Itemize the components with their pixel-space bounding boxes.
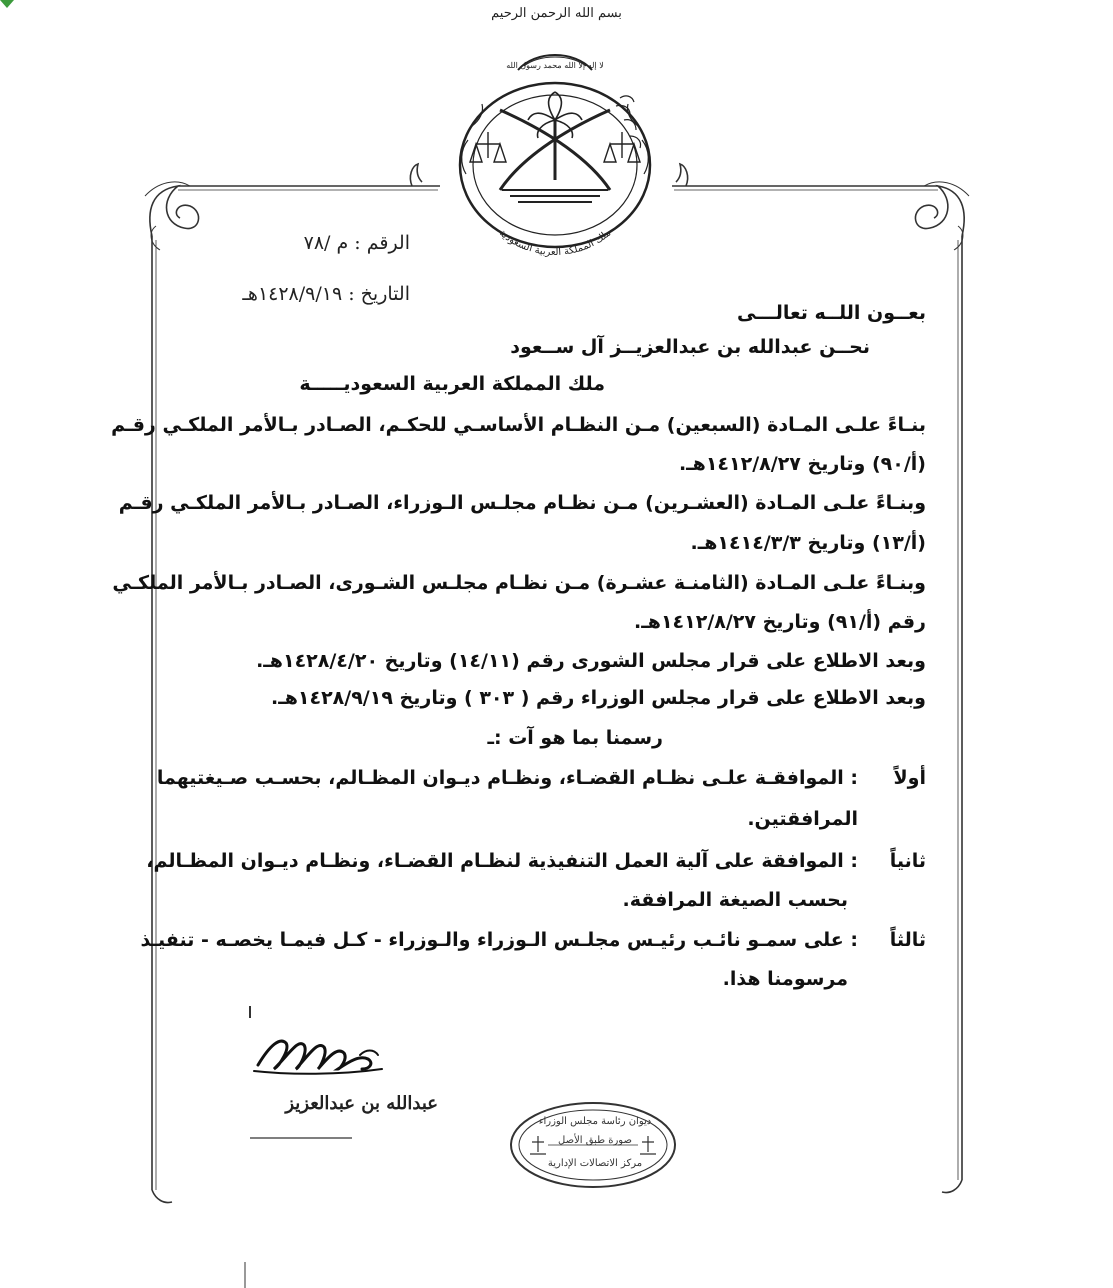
- royal-emblem-seal: [440, 40, 670, 260]
- basis-3-line-1: وبنـاءً علـى المـادة (الثامنـة عشـرة) مـن نظـام مجلـس الشـورى، الصـادر بـالأمر الملكـي: [112, 572, 926, 594]
- item-1-line-1: : الموافقـة علـى نظـام القضـاء، ونظـام ديـوان المظـالم، بحسـب صـيغتيهما: [156, 767, 858, 789]
- item-1-label: أولاً: [893, 767, 926, 789]
- intro-line: رسمنا بما هو آت :ـ: [487, 727, 663, 749]
- emblem-top-text: لا إله إلا الله محمد رسول الله: [506, 61, 604, 70]
- item-1-line-2: المرافقتين.: [747, 808, 858, 830]
- basmala: بسم الله الرحمن الرحيم: [491, 6, 622, 21]
- opening-line: بعــون اللــه تعالـــى: [737, 302, 926, 324]
- king-title-line: ملك المملكة العربية السعوديـــــة: [299, 373, 605, 395]
- item-2-line-2: بحسب الصيغة المرافقة.: [622, 889, 848, 911]
- stamp-top-text: ديوان رئاسة مجلس الوزراء: [538, 1116, 652, 1127]
- item-2-label: ثانياً: [889, 850, 926, 872]
- signer-name: عبدالله بن عبدالعزيز: [285, 1093, 438, 1114]
- basis-2-line-2: (أ/١٣) وتاريخ ١٤١٤/٣/٣هـ.: [690, 532, 926, 554]
- basis-3-line-2: رقم (أ/٩١) وتاريخ ١٤١٢/٨/٢٧هـ.: [634, 611, 926, 633]
- stamp-bottom-text: مركز الاتصالات الإدارية: [547, 1158, 643, 1169]
- stamp-middle-text: صورة طبق الأصل: [558, 1135, 632, 1146]
- item-3-line-2: مرسومنا هذا.: [722, 968, 848, 990]
- reference-number: الرقم : م /٧٨: [303, 232, 410, 254]
- handwritten-signature: [250, 1025, 390, 1090]
- basis-2-line-1: وبنـاءً علـى المـادة (العشـرين) مـن نظـام مجلـس الـوزراء، الصـادر بـالأمر الملكـي رقـم: [118, 492, 926, 514]
- item-3-label: ثالثاً: [889, 929, 926, 951]
- reference-date: التاريخ : ١٤٢٨/٩/١٩هـ: [242, 283, 410, 305]
- item-2-line-1: : الموافقة على آلية العمل التنفيذية لنظـام القضـاء، ونظـام ديـوان المظـالم،: [146, 850, 858, 872]
- item-3-line-1: : على سمـو نائـب رئيـس مجلـس الـوزراء والـوزراء - كـل فيمـا يخصـه - تنفيـذ: [140, 929, 858, 951]
- basis-1-line-2: (أ/٩٠) وتاريخ ١٤١٢/٨/٢٧هـ.: [678, 453, 926, 475]
- emblem-ring-text: ملك المملكة العربية السعودية: [496, 227, 614, 259]
- king-name-line: نحــن عبدالله بن عبدالعزيــز آل ســعود: [510, 336, 870, 358]
- basis-1-line-1: بنـاءً علـى المـادة (السبعين) مـن النظـام الأساسـي للحكـم، الصـادر بـالأمر الملكـي رقـم: [111, 414, 926, 436]
- review-line-2: وبعد الاطلاع على قرار مجلس الوزراء رقم ( ٣٠٣ ) وتاريخ ١٤٢٨/٩/١٩هـ.: [270, 687, 926, 709]
- review-line-1: وبعد الاطلاع على قرار مجلس الشورى رقم (١٤/١١) وتاريخ ١٤٢٨/٤/٢٠هـ.: [256, 650, 926, 672]
- svg-text:ملك المملكة العربية السعودية: [497, 228, 614, 259]
